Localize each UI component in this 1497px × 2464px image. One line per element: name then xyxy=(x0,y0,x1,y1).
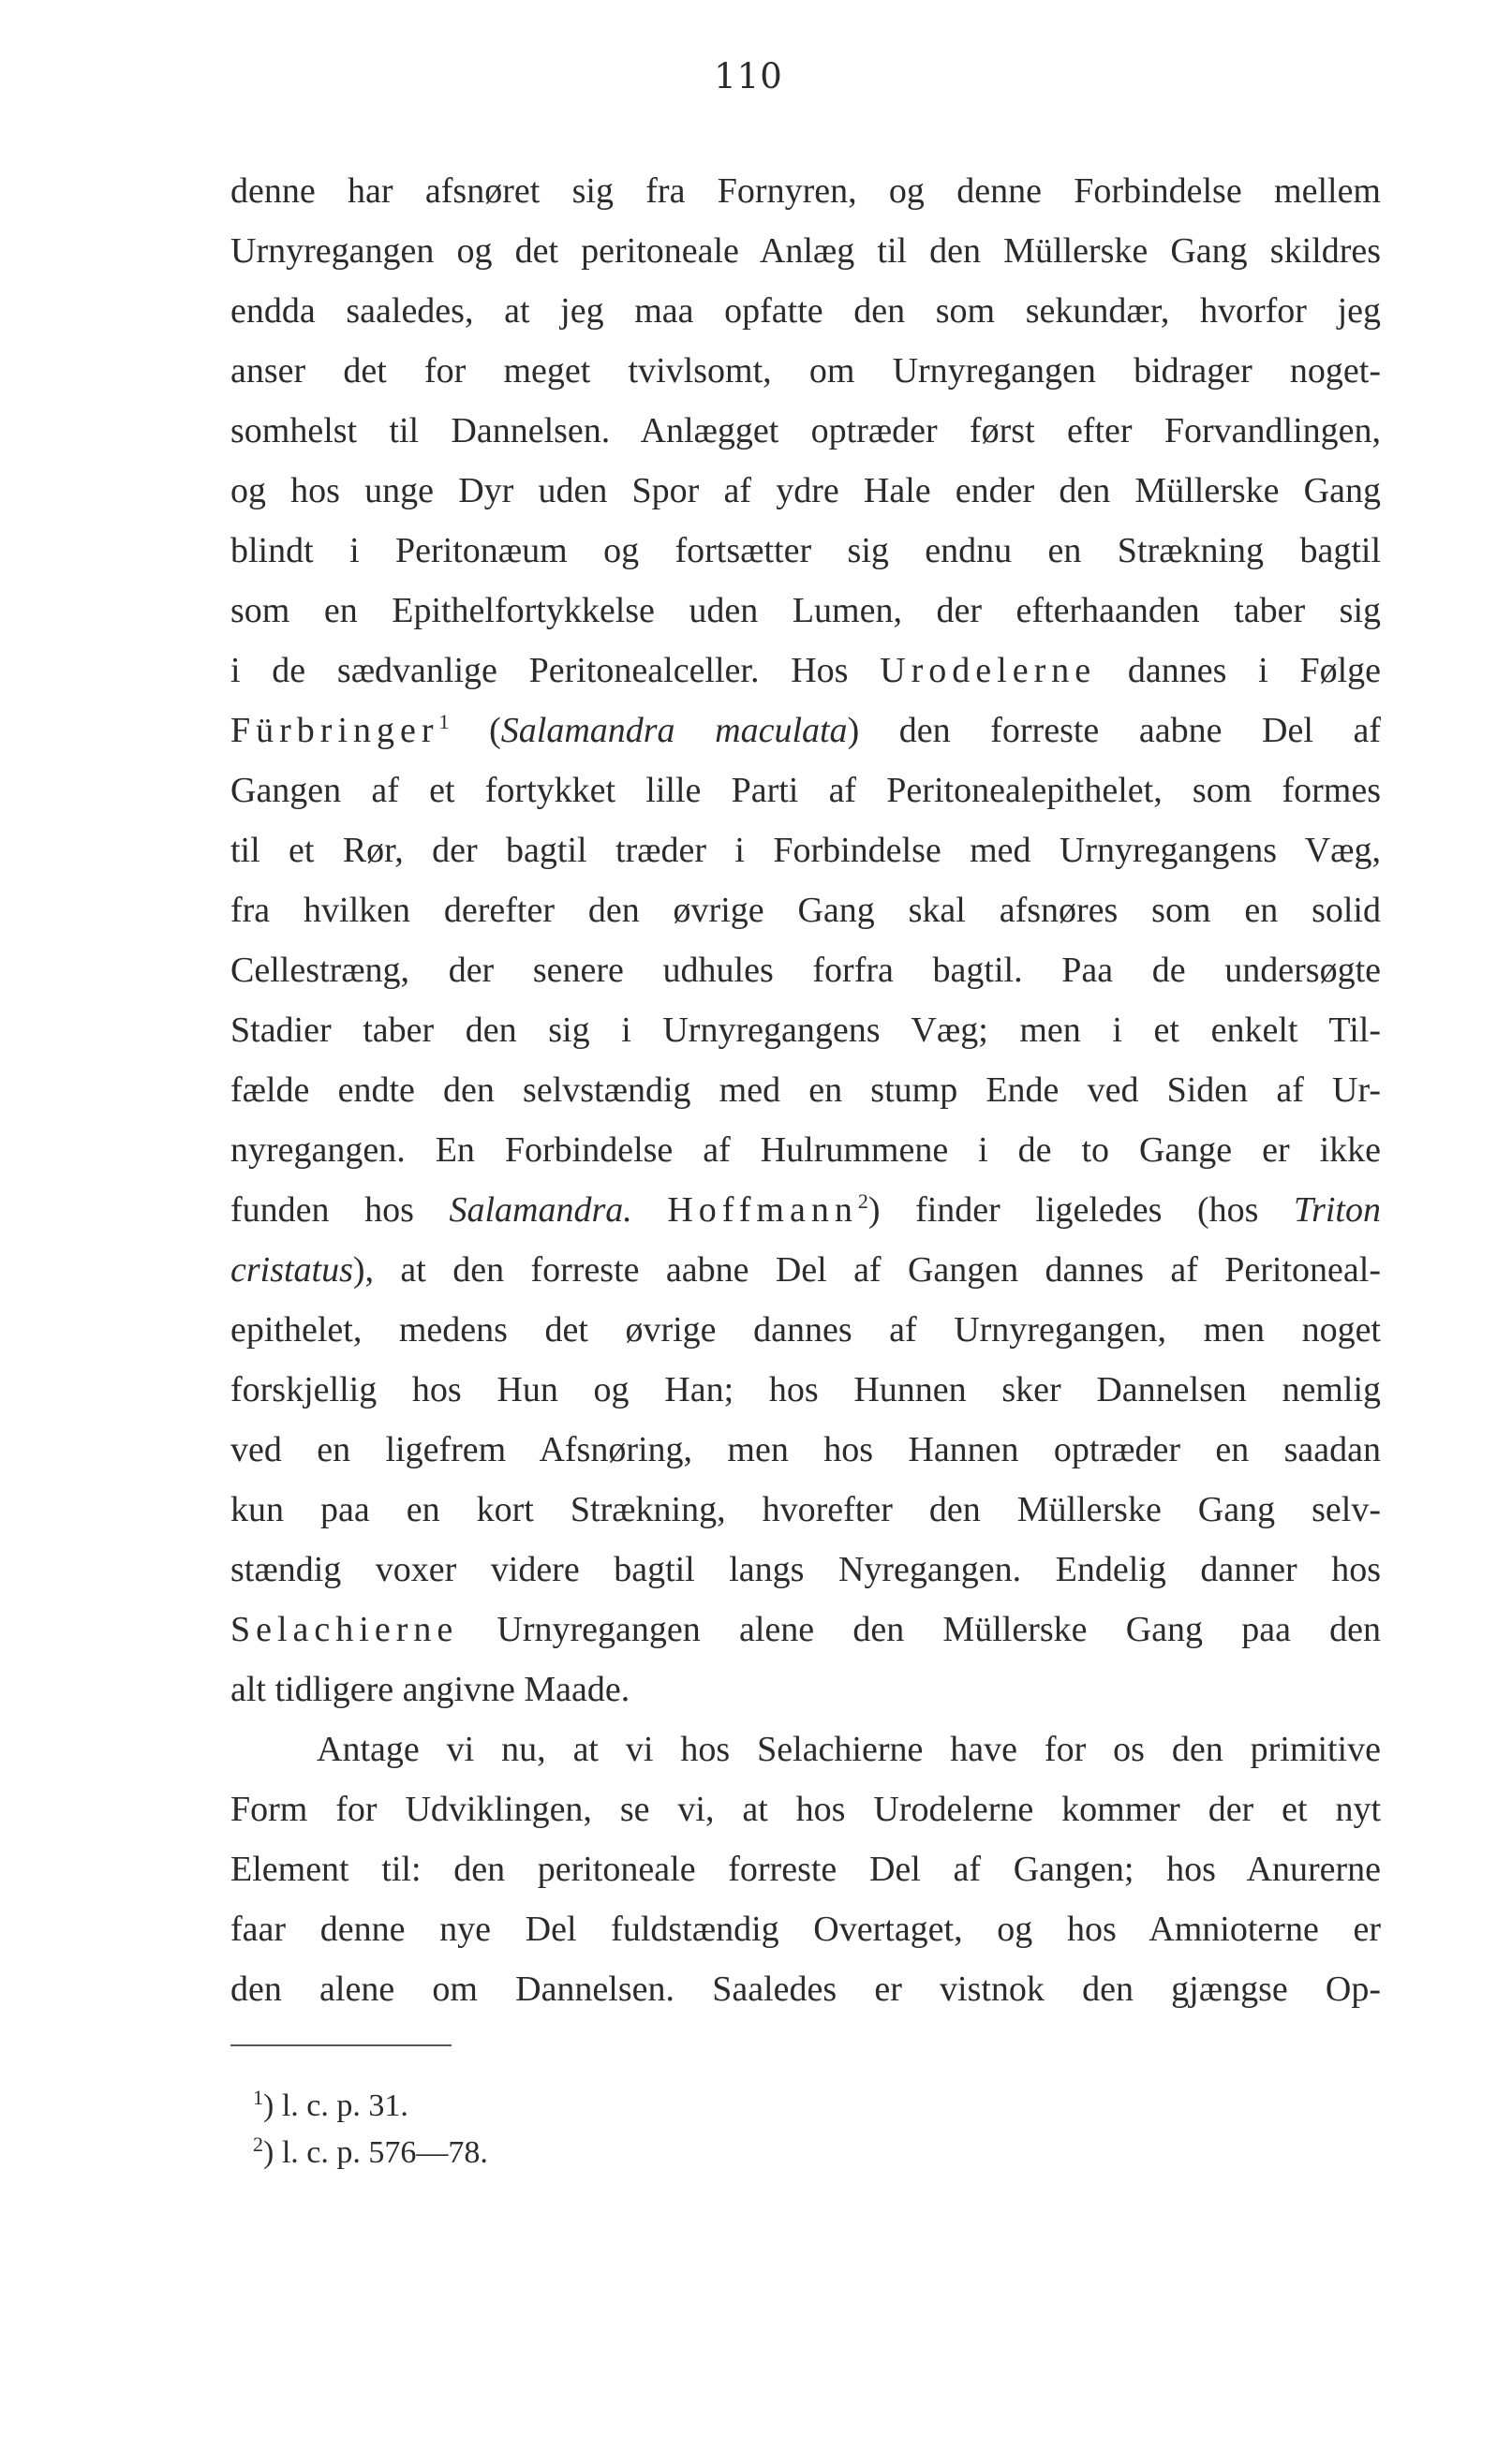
text-segment: og hos unge Dyr uden Spor af ydre Hale ender den Müllerske Gang xyxy=(230,471,1381,510)
text-segment: somhelst til Dannelsen. Anlægget optræder først efter Forvandlingen, xyxy=(230,411,1381,450)
spaced-name: Fürbringer xyxy=(230,711,439,750)
text-line xyxy=(230,880,1381,940)
text-segment: Form for Udviklingen, se vi, at hos Urodelerne kommer der et nyt xyxy=(230,1790,1381,1829)
italic-species-name: Salamandra maculata xyxy=(500,711,848,750)
text-segment xyxy=(632,1190,668,1230)
text-line xyxy=(230,1480,1381,1540)
text-segment: anser det for meget tvivlsomt, om Urnyregangen bidrager noget- xyxy=(230,351,1381,391)
footnote-text: ) l. c. p. 576—78. xyxy=(263,2135,488,2170)
spaced-name: Hoffmann xyxy=(667,1190,858,1230)
text-line xyxy=(230,1540,1381,1600)
text-line xyxy=(230,1000,1381,1060)
body-text xyxy=(230,161,1381,2019)
text-segment: ved en ligefrem Afsnøring, men hos Hannen optræder en saadan xyxy=(230,1430,1381,1469)
footnote xyxy=(253,2083,488,2130)
text-segment: som en Epithelfortykkelse uden Lumen, der efterhaanden taber sig xyxy=(230,591,1381,630)
italic-species-name: cristatus xyxy=(230,1250,353,1290)
text-line xyxy=(230,1120,1381,1180)
text-segment: kun paa en kort Strækning, hvorefter den Müllerske Gang selv- xyxy=(230,1490,1381,1529)
text-line xyxy=(230,1600,1381,1660)
page-number: 110 xyxy=(714,56,783,96)
text-segment: epithelet, medens det øvrige dannes af Urnyregangen, men noget xyxy=(230,1310,1381,1350)
text-segment: alt tidligere angivne Maade. xyxy=(230,1670,630,1709)
text-line xyxy=(230,461,1381,521)
text-segment: endda saaledes, at jeg maa opfatte den som sekundær, hvorfor jeg xyxy=(230,291,1381,331)
footnote-reference: 2 xyxy=(857,1189,868,1213)
text-segment: funden hos xyxy=(230,1190,450,1230)
text-segment: dannes i Følge xyxy=(1096,651,1381,690)
text-segment: fra hvilken derefter den øvrige Gang skal afsnøres som en solid xyxy=(230,891,1381,930)
text-line xyxy=(230,1839,1381,1899)
text-line xyxy=(230,1360,1381,1420)
spaced-name: Urodelerne xyxy=(880,651,1097,690)
text-line xyxy=(230,820,1381,880)
text-line xyxy=(230,940,1381,1000)
text-segment: nyregangen. En Forbindelse af Hulrummene i de to Gange er ikke xyxy=(230,1130,1381,1170)
footnote-reference: 1 xyxy=(438,710,450,733)
text-segment: Antage vi nu, at vi hos Selachierne have for os den primitive xyxy=(317,1730,1381,1769)
text-segment: faar denne nye Del fuldstændig Overtaget, og hos Amnioterne er xyxy=(230,1910,1381,1949)
footnote-mark: 2 xyxy=(253,2132,263,2156)
text-segment: Gangen af et fortykket lille Parti af Peritonealepithelet, som formes xyxy=(230,771,1381,810)
text-segment: i de sædvanlige Peritonealceller. Hos xyxy=(230,651,881,690)
italic-species-name: Triton xyxy=(1294,1190,1381,1230)
text-line xyxy=(230,701,1381,760)
footnote-text: ) l. c. p. 31. xyxy=(263,2088,408,2123)
text-segment: Cellestræng, der senere udhules forfra bagtil. Paa de undersøgte xyxy=(230,951,1381,990)
text-segment: til et Rør, der bagtil træder i Forbindelse med Urnyregangens Væg, xyxy=(230,831,1381,870)
text-segment: ( xyxy=(449,711,501,750)
text-line xyxy=(230,401,1381,461)
text-segment: Stadier taber den sig i Urnyregangens Væg; men i et enkelt Til- xyxy=(230,1011,1381,1050)
text-segment: stændig voxer videre bagtil langs Nyregangen. Endelig danner hos xyxy=(230,1550,1381,1589)
text-segment: den alene om Dannelsen. Saaledes er vistnok den gjængse Op- xyxy=(230,1970,1381,2009)
text-line xyxy=(230,521,1381,581)
text-line xyxy=(230,581,1381,641)
text-line xyxy=(230,1779,1381,1839)
text-line xyxy=(230,161,1381,221)
footnote xyxy=(253,2130,488,2176)
text-segment: ) finder ligeledes (hos xyxy=(867,1190,1295,1230)
text-line xyxy=(230,641,1381,701)
text-segment: Urnyregangen og det peritoneale Anlæg til den Müllerske Gang skildres xyxy=(230,231,1381,271)
footnote-mark: 1 xyxy=(253,2086,263,2109)
text-line xyxy=(230,1899,1381,1959)
text-line xyxy=(230,1959,1381,2019)
text-line xyxy=(230,1180,1381,1240)
spaced-name: Selachierne xyxy=(230,1610,459,1649)
text-segment: blindt i Peritonæum og fortsætter sig endnu en Strækning bagtil xyxy=(230,531,1381,570)
text-line xyxy=(230,1719,1381,1779)
footnote-divider xyxy=(230,2044,452,2046)
text-line xyxy=(230,1240,1381,1300)
text-line xyxy=(230,1060,1381,1120)
text-segment: forskjellig hos Hun og Han; hos Hunnen sker Dannelsen nemlig xyxy=(230,1370,1381,1409)
text-line xyxy=(230,1300,1381,1360)
text-line xyxy=(230,1660,1381,1719)
text-segment: fælde endte den selvstændig med en stump Ende ved Siden af Ur- xyxy=(230,1070,1381,1110)
text-segment: Urnyregangen alene den Müllerske Gang paa den xyxy=(458,1610,1381,1649)
text-segment: ) den forreste aabne Del af xyxy=(847,711,1381,750)
text-line xyxy=(230,221,1381,281)
footnotes xyxy=(253,2083,488,2176)
text-line xyxy=(230,281,1381,341)
text-segment: Element til: den peritoneale forreste Del af Gangen; hos Anurerne xyxy=(230,1850,1381,1889)
text-segment: ), at den forreste aabne Del af Gangen dannes af Peritoneal- xyxy=(352,1250,1381,1290)
text-line xyxy=(230,1420,1381,1480)
italic-species-name: Salamandra. xyxy=(449,1190,632,1230)
text-segment: denne har afsnøret sig fra Fornyren, og denne Forbindelse mellem xyxy=(230,171,1381,211)
text-line xyxy=(230,760,1381,820)
text-line xyxy=(230,341,1381,401)
